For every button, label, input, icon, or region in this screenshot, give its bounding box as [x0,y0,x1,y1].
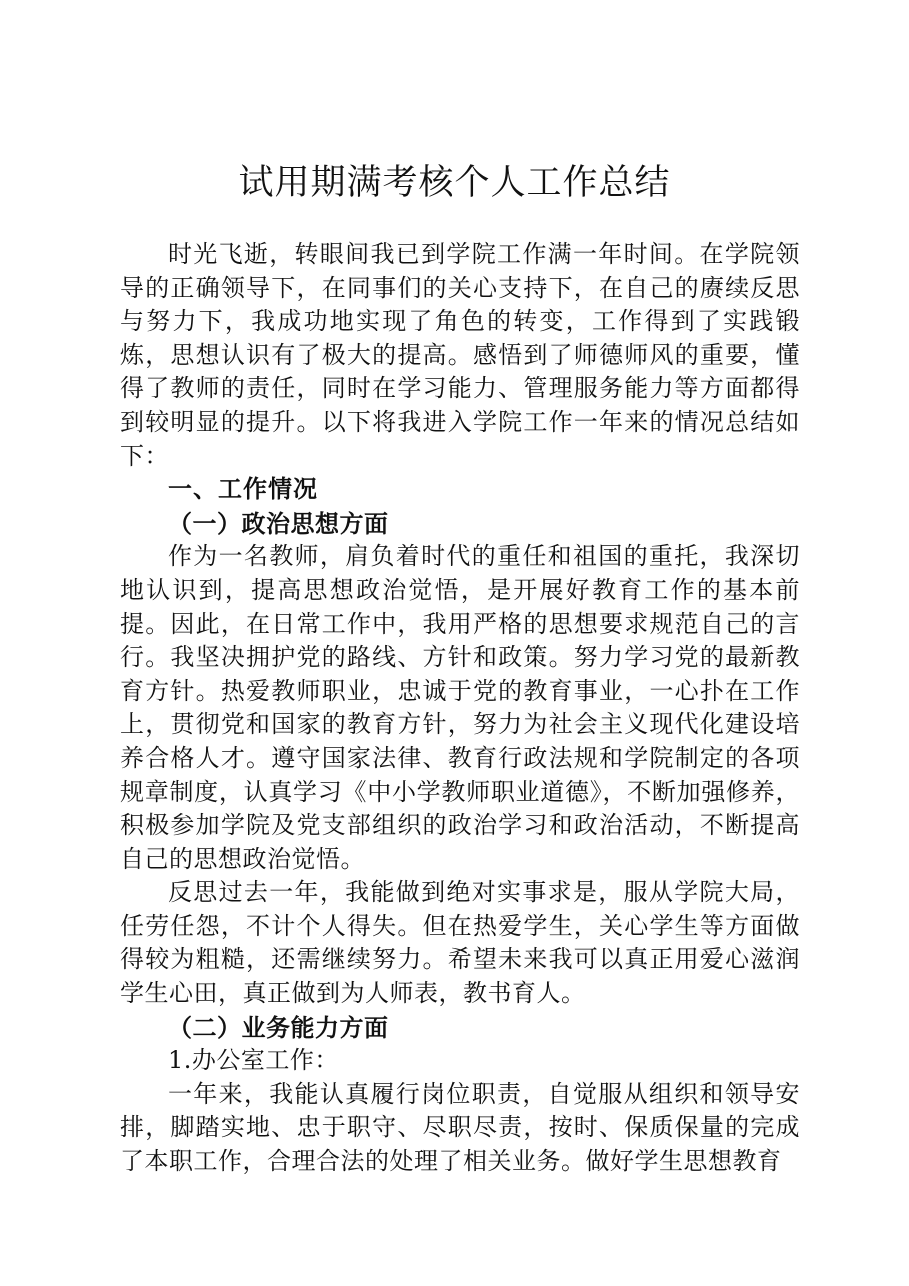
reflection-paragraph: 反思过去一年，我能做到绝对实事求是，服从学院大局，任劳任怨，不计个人得失。但在热爱学生，关心学生等方面做得较为粗糙，还需继续努力。希望未来我可以真正用爱心滋润学生心田，真正做到为人师表，教书育人。 [120,878,800,1008]
document-title: 试用期满考核个人工作总结 [238,163,671,203]
subsection-heading-business: （二）业务能力方面 [168,1012,389,1042]
political-paragraph: 作为一名教师，肩负着时代的重任和祖国的重托，我深切地认识到，提高思想政治觉悟，是开展好教育工作的基本前提。因此，在日常工作中，我用严格的思想要求规范自己的言行。我坚决拥护党的路线、方针和政策。努力学习党的最新教育方针。热爱教师职业，忠诚于党的教育事业，一心扑在工作上，贯彻党和国家的教育方针，努力为社会主义现代化建设培养合格人才。遵守国家法律、教育行政法规和学院制定的各项规章制度，认真学习《中小学教师职业道德》，不断加强修养，积极参加学院及党支部组织的政治学习和政治活动，不断提高自己的思想政治觉悟。 [120,542,800,873]
document-body [120,238,800,1179]
item-heading-office-work: 1.办公室工作： [168,1046,339,1075]
section-heading-work-status: 一、工作情况 [168,475,318,504]
office-work-paragraph: 一年来，我能认真履行岗位职责，自觉服从组织和领导安排，脚踏实地、忠于职守、尽职尽责，按时、保质保量的完成了本职工作，合理合法的处理了相关业务。做好学生思想教育 [120,1079,800,1176]
intro-paragraph: 时光飞逝，转眼间我已到学院工作满一年时间。在学院领导的正确领导下，在同事们的关心支持下，在自己的赓续反思与努力下，我成功地实现了角色的转变，工作得到了实践锻炼，思想认识有了极大的提高。感悟到了师德师风的重要，懂得了教师的责任，同时在学习能力、管理服务能力等方面都得到较明显的提升。以下将我进入学院工作一年来的情况总结如下： [120,240,800,470]
subsection-heading-political: （一）政治思想方面 [168,508,389,538]
